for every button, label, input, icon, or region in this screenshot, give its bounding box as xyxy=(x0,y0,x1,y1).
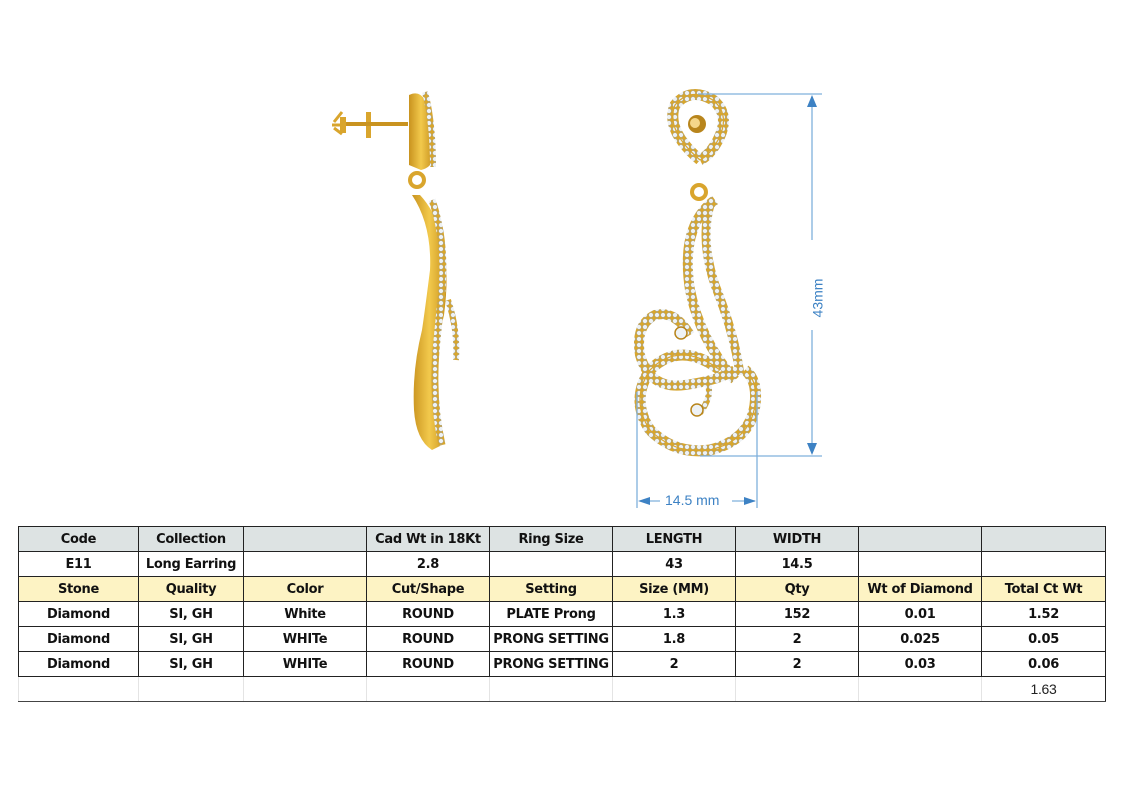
info-code: E11 xyxy=(19,552,139,577)
header-cell-empty xyxy=(859,527,982,552)
stone-header-quality: Quality xyxy=(139,577,244,602)
cell-wt-diamond: 0.03 xyxy=(859,652,982,677)
cell-setting: PLATE Prong xyxy=(490,602,613,627)
cell-cut-shape: ROUND xyxy=(367,602,490,627)
cell-wt-diamond: 0.01 xyxy=(859,602,982,627)
total-empty xyxy=(19,677,139,702)
total-empty xyxy=(244,677,367,702)
cell-setting: PRONG SETTING xyxy=(490,652,613,677)
stone-header-color: Color xyxy=(244,577,367,602)
stone-header-qty: Qty xyxy=(736,577,859,602)
info-empty xyxy=(244,552,367,577)
info-row xyxy=(19,552,1106,577)
cell-setting: PRONG SETTING xyxy=(490,627,613,652)
cell-color: WHITe xyxy=(244,627,367,652)
info-collection: Long Earring xyxy=(139,552,244,577)
header-cell-collection: Collection xyxy=(139,527,244,552)
info-cad-wt: 2.8 xyxy=(367,552,490,577)
cell-wt-diamond: 0.025 xyxy=(859,627,982,652)
stone-header-row xyxy=(19,577,1106,602)
cell-cut-shape: ROUND xyxy=(367,652,490,677)
header-cell-width: WIDTH xyxy=(736,527,859,552)
cell-size: 1.8 xyxy=(613,627,736,652)
info-ring-size xyxy=(490,552,613,577)
front-view-earring xyxy=(639,95,756,451)
cell-quality: SI, GH xyxy=(139,627,244,652)
cell-stone: Diamond xyxy=(19,627,139,652)
length-dimension-label: 43mm xyxy=(809,278,826,318)
header-cell-cad-wt: Cad Wt in 18Kt xyxy=(367,527,490,552)
header-cell-empty xyxy=(982,527,1106,552)
cell-total-ct: 1.52 xyxy=(982,602,1106,627)
cell-stone: Diamond xyxy=(19,652,139,677)
header-cell-empty xyxy=(244,527,367,552)
total-empty xyxy=(736,677,859,702)
cell-size: 1.3 xyxy=(613,602,736,627)
cell-quality: SI, GH xyxy=(139,602,244,627)
cell-qty: 2 xyxy=(736,652,859,677)
info-empty xyxy=(982,552,1106,577)
cell-stone: Diamond xyxy=(19,602,139,627)
table-row xyxy=(19,627,1106,652)
cell-total-ct: 0.06 xyxy=(982,652,1106,677)
total-empty xyxy=(367,677,490,702)
cell-qty: 2 xyxy=(736,627,859,652)
cell-color: WHITe xyxy=(244,652,367,677)
grand-total-ct-wt: 1.63 xyxy=(982,677,1106,702)
total-empty xyxy=(613,677,736,702)
cell-quality: SI, GH xyxy=(139,652,244,677)
cell-color: White xyxy=(244,602,367,627)
cell-size: 2 xyxy=(613,652,736,677)
table-row xyxy=(19,602,1106,627)
width-dimension-label: 14.5 mm xyxy=(665,492,720,508)
total-empty xyxy=(490,677,613,702)
stone-header-total-ct: Total Ct Wt xyxy=(982,577,1106,602)
header-cell-ring-size: Ring Size xyxy=(490,527,613,552)
side-view-earring xyxy=(332,92,456,450)
info-width: 14.5 xyxy=(736,552,859,577)
stone-header-wt-diamond: Wt of Diamond xyxy=(859,577,982,602)
stone-header-cut-shape: Cut/Shape xyxy=(367,577,490,602)
table-row xyxy=(19,652,1106,677)
specification-table xyxy=(18,526,1106,702)
header-cell-length: LENGTH xyxy=(613,527,736,552)
stone-header-size: Size (MM) xyxy=(613,577,736,602)
header-row xyxy=(19,527,1106,552)
header-cell-code: Code xyxy=(19,527,139,552)
cell-total-ct: 0.05 xyxy=(982,627,1106,652)
cell-qty: 152 xyxy=(736,602,859,627)
total-empty xyxy=(139,677,244,702)
cell-cut-shape: ROUND xyxy=(367,627,490,652)
info-empty xyxy=(859,552,982,577)
stone-header-stone: Stone xyxy=(19,577,139,602)
total-empty xyxy=(859,677,982,702)
stone-header-setting: Setting xyxy=(490,577,613,602)
info-length: 43 xyxy=(613,552,736,577)
total-row xyxy=(19,677,1106,702)
